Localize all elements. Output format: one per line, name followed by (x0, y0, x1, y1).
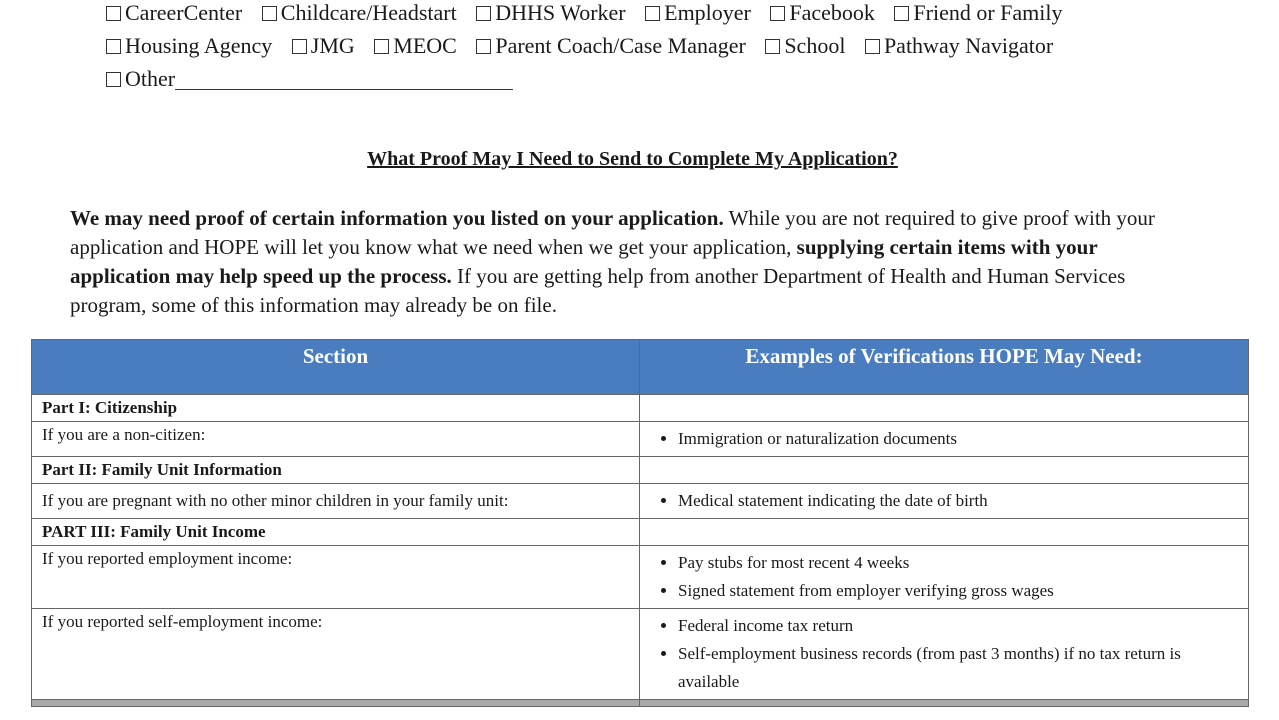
checkbox-careercenter[interactable]: CareerCenter (106, 0, 242, 25)
verification-table (31, 339, 1249, 707)
checkbox-facebook[interactable]: Facebook (770, 0, 875, 25)
checkbox-dhhs-worker[interactable]: DHHS Worker (476, 0, 625, 25)
intro-paragraph: We may need proof of certain information you listed on your application. While you are not required to give proof with your application and HOPE will let you know what we need when we get your application, supplying certain items with your application may help speed up the process. If you are getting help from another Department of Health and Human Services program, some of this information may already be on file. (70, 206, 1155, 317)
part-heading: Part I: Citizenship (32, 395, 640, 422)
table-header (32, 340, 1249, 395)
checkbox-jmg[interactable]: JMG (292, 33, 355, 58)
table-row (32, 457, 1249, 484)
checkbox-parent-coach[interactable]: Parent Coach/Case Manager (476, 33, 745, 58)
checkbox-pathway-navigator[interactable]: Pathway Navigator (865, 33, 1053, 58)
referral-row-3 (106, 66, 513, 92)
checkbox-other[interactable]: Other (106, 66, 175, 91)
checkbox-school[interactable]: School (765, 33, 845, 58)
part-heading: PART III: Family Unit Income (32, 519, 640, 546)
header-examples: Examples of Verifications HOPE May Need: (640, 340, 1249, 395)
section-heading: What Proof May I Need to Send to Complete My Application? (367, 148, 898, 170)
table-row: If you are pregnant with no other minor children in your family unit: • Medical statement indicating the date of birth (32, 484, 1249, 519)
referral-row-2 (106, 33, 1067, 59)
header-section: Section (32, 340, 640, 395)
table-row: If you reported self-employment income: • Federal income tax return • Self-employment business records (from past 3 months) if no tax return is available (32, 609, 1249, 700)
referral-row-1 (106, 0, 1077, 26)
table-row: If you reported employment income: • Pay stubs for most recent 4 weeks • Signed statement from employer verifying gross wages (32, 546, 1249, 609)
checkbox-meoc[interactable]: MEOC (374, 33, 457, 58)
table-row (32, 395, 1249, 422)
other-input-line[interactable] (175, 71, 513, 90)
part-heading: Part II: Family Unit Information (32, 457, 640, 484)
checkbox-housing-agency[interactable]: Housing Agency (106, 33, 272, 58)
table-row: If you are a non-citizen: • Immigration or naturalization documents (32, 422, 1249, 457)
table-row (32, 519, 1249, 546)
table-row (32, 700, 1249, 707)
checkbox-friend-family[interactable]: Friend or Family (894, 0, 1062, 25)
checkbox-childcare[interactable]: Childcare/Headstart (262, 0, 457, 25)
checkbox-employer[interactable]: Employer (645, 0, 751, 25)
